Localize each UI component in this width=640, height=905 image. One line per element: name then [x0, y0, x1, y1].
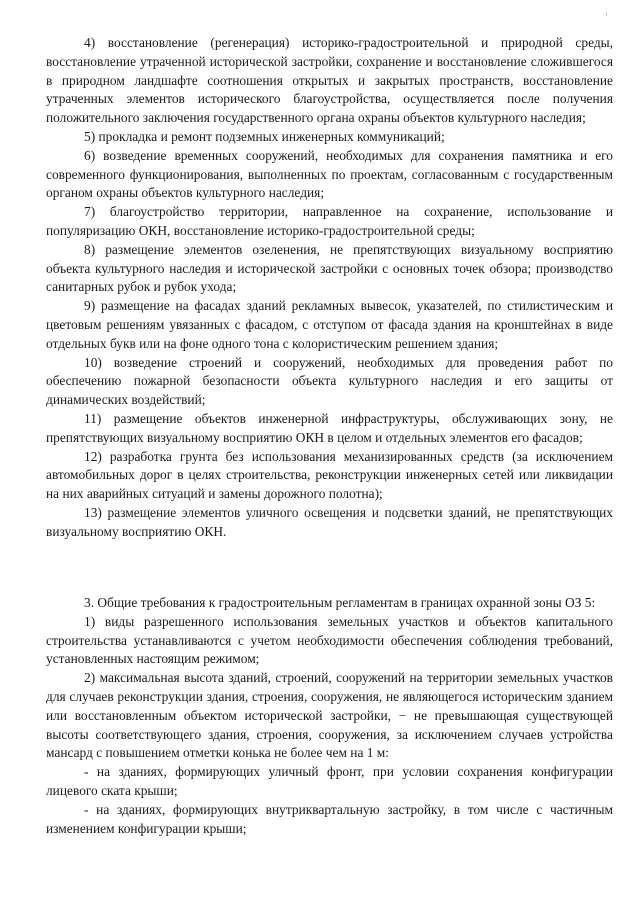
- list-item: 12) разработка грунта без использования механизированных средств (за исключением автомобильных дорог в целях строительства, реконструкции инженерных сетей или ликвидации на них аварийных ситуаций и замены дорожного полотна);: [46, 448, 613, 502]
- list-item: 7) благоустройство территории, направленное на сохранение, использование и популяризацию ОКН, восстановление историко-градостроительной среды;: [46, 204, 613, 238]
- section-paragraph: 1) виды разрешенного использования земельных участков и объектов капитального строительства устанавливаются с учетом необходимости обеспечения соблюдения требований, установленных настоящим режимом;: [46, 613, 613, 667]
- list-item: 4) восстановление (регенерация) историко-градостроительной и природной среды, восстановление утраченной исторической застройки, сохранение и восстановление сложившегося в природном ландшафте соотношения открытых и закрытых пространств, восстановление утраченных элементов исторического благоустройства, осуществляется после получения положительного заключения государственного органа охраны объектов культурного наследия;: [46, 35, 613, 126]
- list-item: 8) размещение элементов озеленения, не препятствующих визуальному восприятию объекта культурного наследия и исторической застройки с основных точек обзора; производство санитарных рубок и рубок ухода;: [46, 241, 613, 295]
- section-paragraph: 2) максимальная высота зданий, строений, сооружений на территории земельных участков для случаев реконструкции здания, строения, сооружения, не являющегося историческим зданием или восстановленным объектом исторической застройки, − не превышающая существующей высоты соответствующего здания, строения, сооружения, за исключением случаев устройства мансард с повышением отметки конька не более чем на 1 м:: [46, 670, 613, 761]
- section-paragraph: - на зданиях, формирующих уличный фронт, при условии сохранения конфигурации лицевого ската крыши;: [46, 764, 613, 798]
- permitted-works-list: [46, 34, 613, 542]
- list-item: 5) прокладка и ремонт подземных инженерных коммуникаций;: [84, 128, 445, 144]
- section-paragraph: - на зданиях, формирующих внутриквартальную застройку, в том числе с частичным изменением конфигурации крыши;: [46, 801, 613, 836]
- list-item: 13) размещение элементов уличного освещения и подсветки зданий, не препятствующих визуальному восприятию ОКН.: [46, 504, 613, 539]
- list-item: 6) возведение временных сооружений, необходимых для сохранения памятника и его современного функционирования, выполненных по проектам, согласованным с государственным органом охраны объектов культурного наследия;: [46, 147, 613, 201]
- list-item: 9) размещение на фасадах зданий рекламных вывесок, указателей, по стилистическим и цветовым решениям увязанных с фасадом, с отступом от фасада здания на кронштейнах в виде отдельных букв или на фоне одного тона с колористическим решением здания;: [46, 298, 613, 351]
- list-item: 10) возведение строений и сооружений, необходимых для проведения работ по обеспечению пожарной безопасности объекта культурного наследия и его защиты от динамических воздействий;: [46, 354, 613, 408]
- section-heading: 3. Общие требования к градостроительным регламентам в границах охранной зоны ОЗ 5:: [84, 595, 596, 610]
- scan-mark: [606, 12, 607, 16]
- section-3: [46, 594, 613, 838]
- list-item: 11) размещение объектов инженерной инфраструктуры, обслуживающих зону, не препятствующих визуальному восприятию ОКН в целом и отдельных элементов его фасадов;: [46, 410, 613, 445]
